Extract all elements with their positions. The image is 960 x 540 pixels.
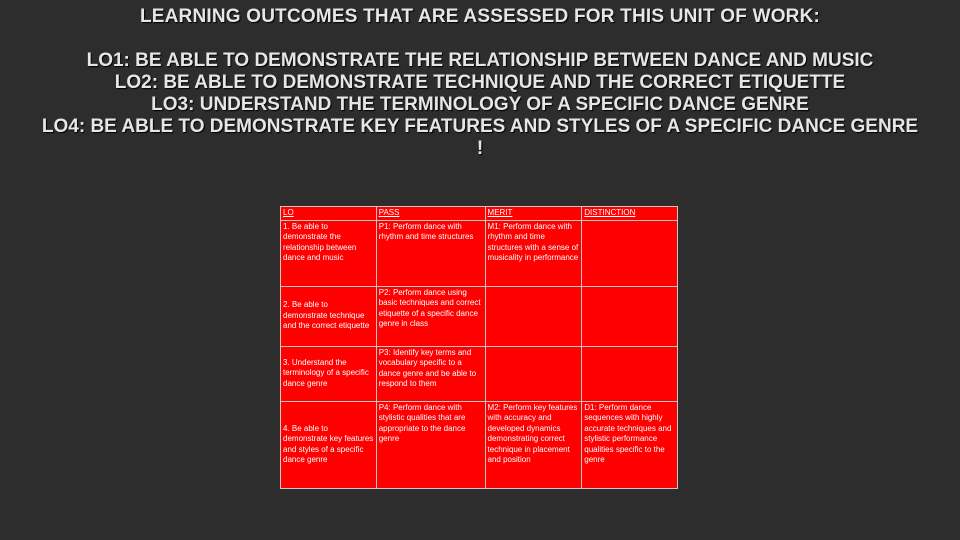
table-row bbox=[281, 346, 678, 401]
cell-merit bbox=[485, 346, 582, 401]
cell-merit bbox=[485, 286, 582, 346]
outcome-lo4: LO4: BE ABLE TO DEMONSTRATE KEY FEATURES AND STYLES OF A SPECIFIC DANCE GENRE bbox=[41, 116, 919, 137]
header-distinction: DISTINCTION bbox=[582, 207, 678, 221]
table-row bbox=[281, 220, 678, 286]
cell-lo: 2. Be able to demonstrate technique and the correct etiquette bbox=[281, 286, 377, 346]
cell-pass: P4: Perform dance with stylistic qualities that are appropriate to the dance genre bbox=[376, 401, 485, 488]
cell-distinction bbox=[582, 220, 678, 286]
header-merit: MERIT bbox=[485, 207, 582, 221]
cell-pass: P1: Perform dance with rhythm and time structures bbox=[376, 220, 485, 286]
page-heading: LEARNING OUTCOMES THAT ARE ASSESSED FOR THIS UNIT OF WORK: bbox=[139, 6, 821, 27]
header-pass: PASS bbox=[376, 207, 485, 221]
outcome-lo2: LO2: BE ABLE TO DEMONSTRATE TECHNIQUE AND THE CORRECT ETIQUETTE bbox=[114, 72, 846, 93]
cell-lo: 4. Be able to demonstrate key features and styles of a specific dance genre bbox=[281, 401, 377, 488]
cell-pass: P2: Perform dance using basic techniques and correct etiquette of a specific dance genre in class bbox=[376, 286, 485, 346]
cell-merit: M1: Perform dance with rhythm and time structures with a sense of musicality in performance bbox=[485, 220, 582, 286]
outcome-lo3: LO3: UNDERSTAND THE TERMINOLOGY OF A SPECIFIC DANCE GENRE bbox=[151, 94, 809, 115]
cell-pass: P3: Identify key terms and vocabulary specific to a dance genre and be able to respond to them bbox=[376, 346, 485, 401]
learning-outcomes-list bbox=[40, 50, 920, 160]
cell-lo: 1. Be able to demonstrate the relationship between dance and music bbox=[281, 220, 377, 286]
table-row bbox=[281, 401, 678, 488]
cell-lo: 3. Understand the terminology of a specific dance genre bbox=[281, 346, 377, 401]
header-lo: LO bbox=[281, 207, 377, 221]
assessment-criteria-table bbox=[280, 206, 678, 489]
cell-distinction bbox=[582, 286, 678, 346]
cell-distinction bbox=[582, 346, 678, 401]
outcome-lo1: LO1: BE ABLE TO DEMONSTRATE THE RELATIONSHIP BETWEEN DANCE AND MUSIC bbox=[86, 50, 874, 71]
exclamation-mark: ! bbox=[476, 138, 484, 159]
table-row bbox=[281, 286, 678, 346]
cell-distinction: D1: Perform dance sequences with highly accurate techniques and stylistic performance qualities specific to the genre bbox=[582, 401, 678, 488]
table-header-row bbox=[281, 207, 678, 221]
cell-merit: M2: Perform key features with accuracy and developed dynamics demonstrating correct technique in placement and position bbox=[485, 401, 582, 488]
